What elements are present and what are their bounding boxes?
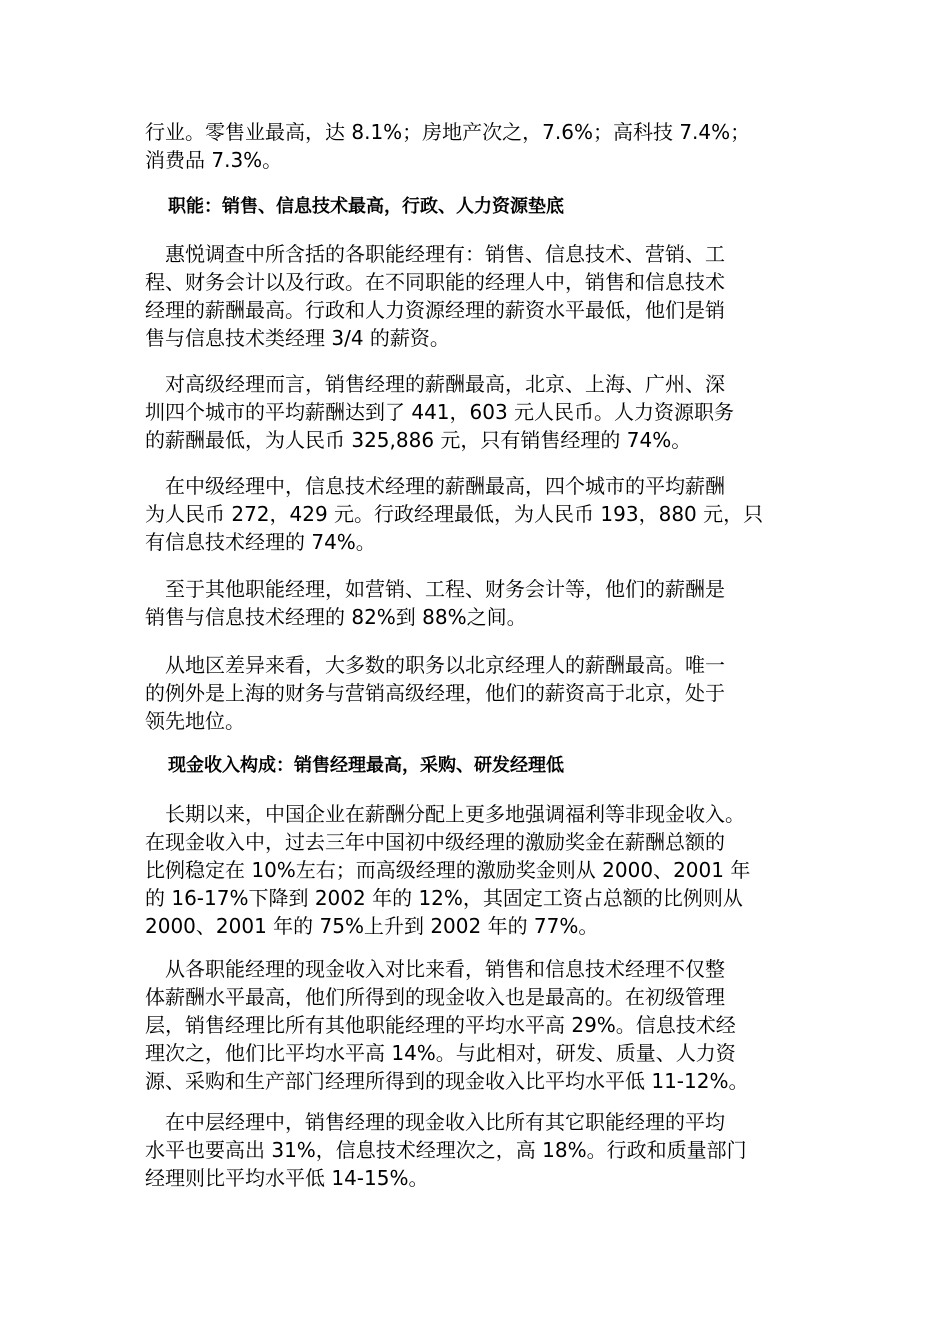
- text-line: 对高级经理而言，销售经理的薪酬最高，北京、上海、广州、深: [145, 372, 725, 396]
- text-line: 在中层经理中，销售经理的现金收入比所有其它职能经理的平均: [145, 1110, 725, 1134]
- paragraph-cash-income-history: [145, 800, 805, 940]
- section-heading-function: 职能：销售、信息技术最高，行政、人力资源垫底: [168, 196, 564, 217]
- text-line: 行业。零售业最高，达 8.1%；房地产次之，7.6%；高科技 7.4%；: [145, 120, 751, 144]
- text-line: 售与信息技术类经理 3/4 的薪资。: [145, 326, 450, 350]
- text-line: 理次之，他们比平均水平高 14%。与此相对，研发、质量、人力资: [145, 1041, 736, 1065]
- section-heading-cash-income: 现金收入构成：销售经理最高，采购、研发经理低: [168, 755, 564, 776]
- text-line: 从地区差异来看，大多数的职务以北京经理人的薪酬最高。唯一: [145, 653, 725, 677]
- text-line: 体薪酬水平最高，他们所得到的现金收入也是最高的。在初级管理: [145, 985, 725, 1009]
- text-line: 程、财务会计以及行政。在不同职能的经理人中，销售和信息技术: [145, 270, 725, 294]
- paragraph-other-functions: [145, 575, 805, 631]
- text-line: 圳四个城市的平均薪酬达到了 441，603 元人民币。人力资源职务: [145, 400, 735, 424]
- paragraph-functions-overview: [145, 240, 805, 352]
- text-line: 层，销售经理比所有其他职能经理的平均水平高 29%。信息技术经: [145, 1013, 736, 1037]
- text-line: 惠悦调查中所含括的各职能经理有：销售、信息技术、营销、工: [145, 242, 725, 266]
- text-line: 为人民币 272，429 元。行政经理最低，为人民币 193，880 元，只: [145, 502, 764, 526]
- text-line: 源、采购和生产部门经理所得到的现金收入比平均水平低 11-12%。: [145, 1069, 749, 1093]
- text-line: 有信息技术经理的 74%。: [145, 530, 376, 554]
- text-line: 经理的薪酬最高。行政和人力资源经理的薪资水平最低，他们是销: [145, 298, 725, 322]
- paragraph-senior-managers: [145, 370, 805, 454]
- text-line: 在中级经理中，信息技术经理的薪酬最高，四个城市的平均薪酬: [145, 474, 725, 498]
- text-line: 领先地位。: [145, 709, 245, 733]
- paragraph-industry-ranking: [145, 118, 805, 174]
- paragraph-cash-income-by-function: [145, 955, 805, 1095]
- text-line: 在现金收入中，过去三年中国初中级经理的激励奖金在薪酬总额的: [145, 830, 725, 854]
- text-line: 销售与信息技术经理的 82%到 88%之间。: [145, 605, 527, 629]
- paragraph-middle-managers: [145, 472, 805, 556]
- paragraph-regional-difference: [145, 651, 805, 735]
- text-line: 比例稳定在 10%左右；而高级经理的激励奖金则从 2000、2001 年: [145, 858, 751, 882]
- paragraph-middle-layer-cash: [145, 1108, 805, 1192]
- text-line: 的例外是上海的财务与营销高级经理，他们的薪资高于北京，处于: [145, 681, 725, 705]
- text-line: 从各职能经理的现金收入对比来看，销售和信息技术经理不仅整: [145, 957, 725, 981]
- text-line: 的 16-17%下降到 2002 年的 12%，其固定工资占总额的比例则从: [145, 886, 743, 910]
- text-line: 消费品 7.3%。: [145, 148, 283, 172]
- text-line: 至于其他职能经理，如营销、工程、财务会计等，他们的薪酬是: [145, 577, 725, 601]
- text-line: 经理则比平均水平低 14-15%。: [145, 1166, 429, 1190]
- text-line: 2000、2001 年的 75%上升到 2002 年的 77%。: [145, 914, 599, 938]
- text-line: 的薪酬最低，为人民币 325,886 元，只有销售经理的 74%。: [145, 428, 692, 452]
- text-line: 长期以来，中国企业在薪酬分配上更多地强调福利等非现金收入。: [145, 802, 745, 826]
- text-line: 水平也要高出 31%，信息技术经理次之，高 18%。行政和质量部门: [145, 1138, 747, 1162]
